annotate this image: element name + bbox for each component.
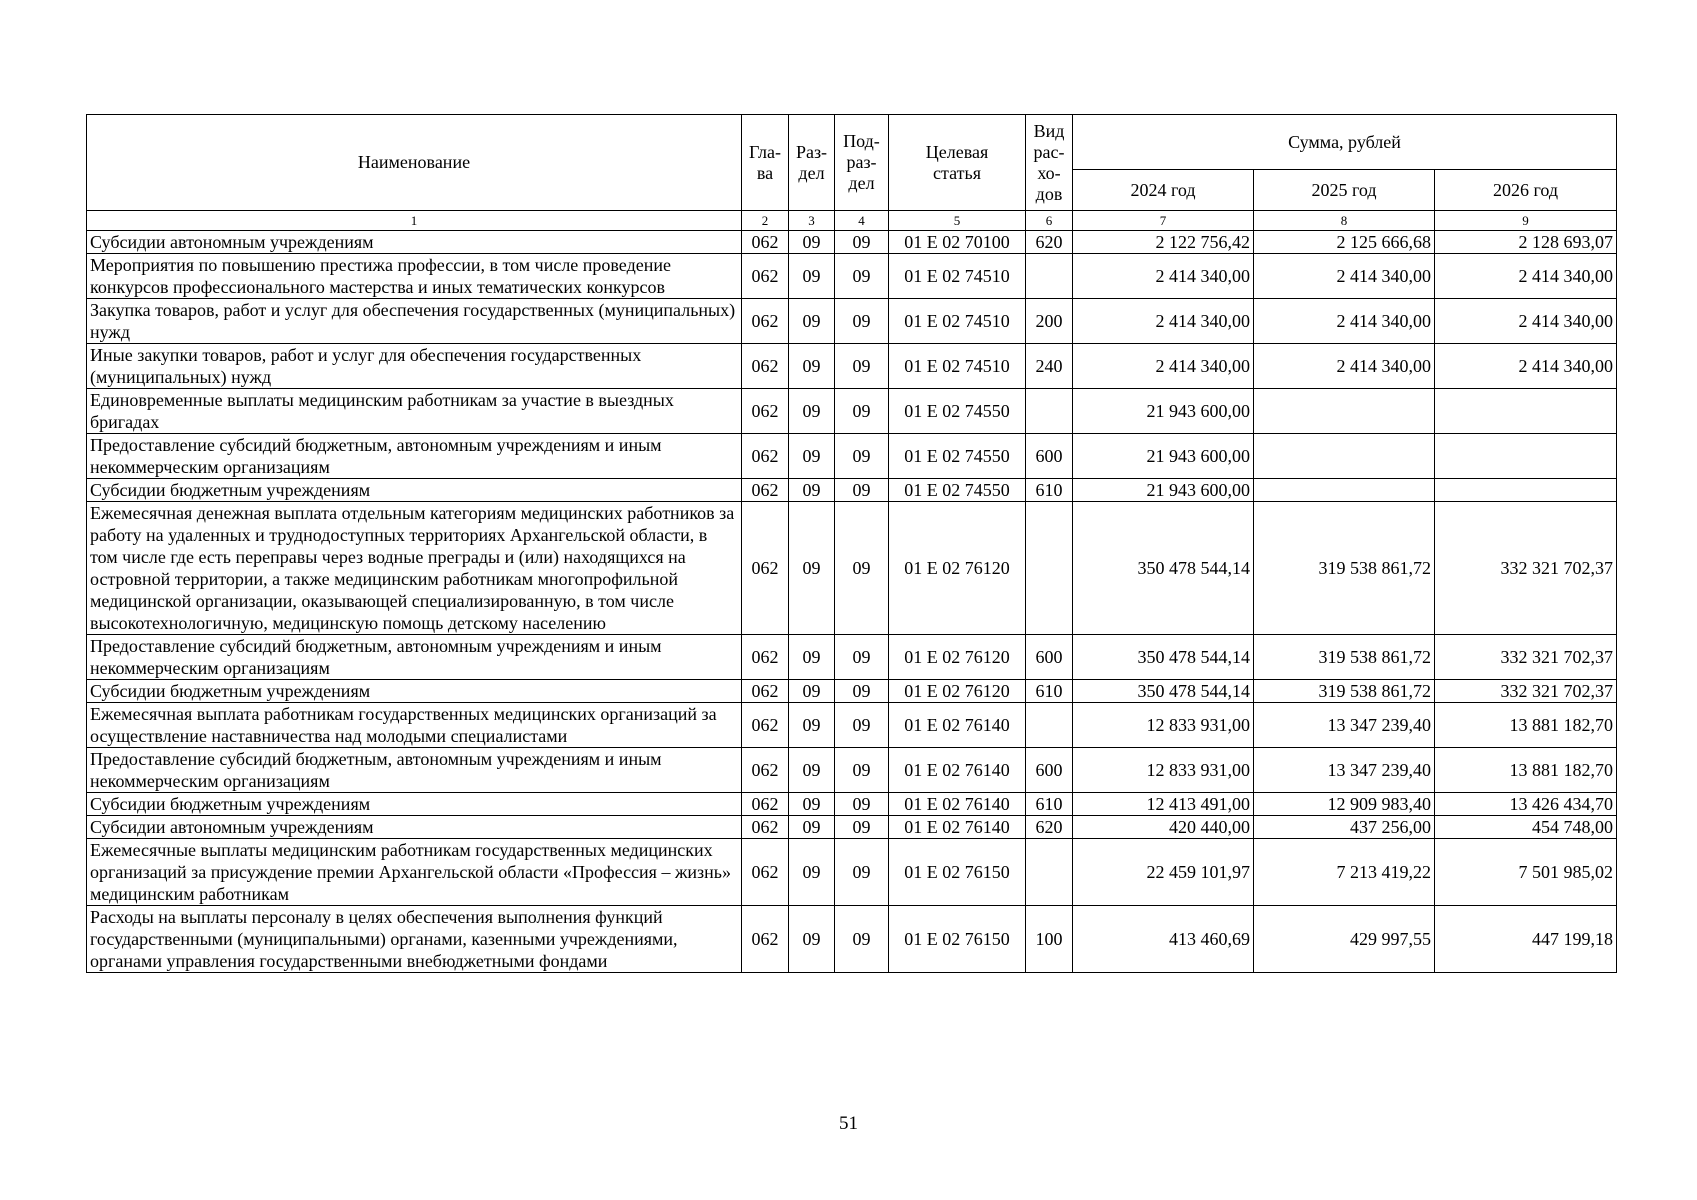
- row-celevaya: 01 Е 02 74550: [889, 434, 1026, 479]
- header-celevaya: Целевая статья: [889, 115, 1026, 211]
- row-name: Субсидии автономным учреждениям: [87, 231, 742, 254]
- row-name: Иные закупки товаров, работ и услуг для обеспечения государственных (муниципальных) нужд: [87, 344, 742, 389]
- row-razdel: 09: [789, 748, 835, 793]
- row-vid: [1026, 254, 1073, 299]
- row-name: Предоставление субсидий бюджетным, автономным учреждениям и иным некоммерческим организациям: [87, 748, 742, 793]
- table-row: [87, 906, 1617, 973]
- col-number: 1: [87, 211, 742, 231]
- table-row: [87, 389, 1617, 434]
- row-podrazdel: 09: [835, 502, 889, 635]
- row-sum-2025: [1254, 389, 1435, 434]
- table-row: [87, 635, 1617, 680]
- row-sum-2024: 12 413 491,00: [1073, 793, 1254, 816]
- row-glava: 062: [742, 906, 789, 973]
- row-celevaya: 01 Е 02 70100: [889, 231, 1026, 254]
- row-name: Субсидии бюджетным учреждениям: [87, 680, 742, 703]
- row-razdel: 09: [789, 434, 835, 479]
- row-celevaya: 01 Е 02 74550: [889, 479, 1026, 502]
- row-sum-2026: 2 414 340,00: [1435, 299, 1617, 344]
- row-podrazdel: 09: [835, 254, 889, 299]
- row-celevaya: 01 Е 02 74510: [889, 299, 1026, 344]
- row-podrazdel: 09: [835, 434, 889, 479]
- row-podrazdel: 09: [835, 839, 889, 906]
- header-2026: 2026 год: [1435, 170, 1617, 211]
- row-sum-2025: 13 347 239,40: [1254, 703, 1435, 748]
- row-glava: 062: [742, 299, 789, 344]
- row-podrazdel: 09: [835, 793, 889, 816]
- row-razdel: 09: [789, 254, 835, 299]
- row-razdel: 09: [789, 231, 835, 254]
- col-number: 4: [835, 211, 889, 231]
- row-podrazdel: 09: [835, 906, 889, 973]
- table-row: [87, 299, 1617, 344]
- row-sum-2026: 2 414 340,00: [1435, 344, 1617, 389]
- row-razdel: 09: [789, 344, 835, 389]
- row-sum-2025: [1254, 434, 1435, 479]
- budget-table: [86, 114, 1617, 973]
- row-sum-2024: 2 414 340,00: [1073, 254, 1254, 299]
- row-vid: [1026, 839, 1073, 906]
- row-sum-2025: [1254, 479, 1435, 502]
- row-razdel: 09: [789, 299, 835, 344]
- row-celevaya: 01 Е 02 76140: [889, 748, 1026, 793]
- row-sum-2024: 12 833 931,00: [1073, 703, 1254, 748]
- table-row: [87, 231, 1617, 254]
- row-sum-2026: [1435, 434, 1617, 479]
- row-sum-2024: 2 414 340,00: [1073, 299, 1254, 344]
- row-vid: 610: [1026, 479, 1073, 502]
- row-vid: [1026, 703, 1073, 748]
- row-glava: 062: [742, 793, 789, 816]
- row-glava: 062: [742, 816, 789, 839]
- row-celevaya: 01 Е 02 76150: [889, 906, 1026, 973]
- row-sum-2025: 12 909 983,40: [1254, 793, 1435, 816]
- header-2025: 2025 год: [1254, 170, 1435, 211]
- row-sum-2024: 21 943 600,00: [1073, 434, 1254, 479]
- row-name: Единовременные выплаты медицинским работникам за участие в выездных бригадах: [87, 389, 742, 434]
- row-podrazdel: 09: [835, 299, 889, 344]
- header-razdel: Раз- дел: [789, 115, 835, 211]
- row-sum-2026: 447 199,18: [1435, 906, 1617, 973]
- row-sum-2026: [1435, 389, 1617, 434]
- row-sum-2025: 2 414 340,00: [1254, 254, 1435, 299]
- row-sum-2024: 2 414 340,00: [1073, 344, 1254, 389]
- page-number: 51: [839, 1113, 858, 1134]
- row-name: Предоставление субсидий бюджетным, автономным учреждениям и иным некоммерческим организациям: [87, 434, 742, 479]
- row-name: Ежемесячные выплаты медицинским работникам государственных медицинских организаций за присуждение премии Архангельской области «Профессия – жизнь» медицинским работникам: [87, 839, 742, 906]
- row-celevaya: 01 Е 02 76140: [889, 703, 1026, 748]
- row-podrazdel: 09: [835, 635, 889, 680]
- row-sum-2026: 2 414 340,00: [1435, 254, 1617, 299]
- row-sum-2026: 7 501 985,02: [1435, 839, 1617, 906]
- row-razdel: 09: [789, 793, 835, 816]
- table-row: [87, 839, 1617, 906]
- table-row: [87, 816, 1617, 839]
- row-sum-2025: 319 538 861,72: [1254, 502, 1435, 635]
- row-sum-2026: 332 321 702,37: [1435, 680, 1617, 703]
- row-glava: 062: [742, 703, 789, 748]
- row-name: Закупка товаров, работ и услуг для обеспечения государственных (муниципальных) нужд: [87, 299, 742, 344]
- row-razdel: 09: [789, 502, 835, 635]
- col-number: 3: [789, 211, 835, 231]
- row-razdel: 09: [789, 635, 835, 680]
- row-sum-2026: 13 426 434,70: [1435, 793, 1617, 816]
- row-podrazdel: 09: [835, 703, 889, 748]
- table-row: [87, 793, 1617, 816]
- row-sum-2026: [1435, 479, 1617, 502]
- row-name: Субсидии автономным учреждениям: [87, 816, 742, 839]
- row-name: Расходы на выплаты персоналу в целях обеспечения выполнения функций государственными (муниципальными) органами, казенными учреждениями, органами управления государственными внебюджетными фондами: [87, 906, 742, 973]
- row-vid: 620: [1026, 816, 1073, 839]
- row-glava: 062: [742, 254, 789, 299]
- row-name: Предоставление субсидий бюджетным, автономным учреждениям и иным некоммерческим организациям: [87, 635, 742, 680]
- column-numbers-row: [87, 211, 1617, 231]
- row-vid: 200: [1026, 299, 1073, 344]
- row-sum-2025: 2 414 340,00: [1254, 344, 1435, 389]
- row-podrazdel: 09: [835, 680, 889, 703]
- row-sum-2026: 2 128 693,07: [1435, 231, 1617, 254]
- table-row: [87, 502, 1617, 635]
- row-vid: 600: [1026, 635, 1073, 680]
- col-number: 6: [1026, 211, 1073, 231]
- row-celevaya: 01 Е 02 76120: [889, 680, 1026, 703]
- row-vid: 600: [1026, 748, 1073, 793]
- row-celevaya: 01 Е 02 74510: [889, 254, 1026, 299]
- row-glava: 062: [742, 502, 789, 635]
- row-sum-2026: 332 321 702,37: [1435, 502, 1617, 635]
- table-row: [87, 344, 1617, 389]
- row-sum-2024: 12 833 931,00: [1073, 748, 1254, 793]
- table-row: [87, 434, 1617, 479]
- row-sum-2024: 22 459 101,97: [1073, 839, 1254, 906]
- row-celevaya: 01 Е 02 76120: [889, 502, 1026, 635]
- row-celevaya: 01 Е 02 74510: [889, 344, 1026, 389]
- row-razdel: 09: [789, 816, 835, 839]
- row-glava: 062: [742, 344, 789, 389]
- row-podrazdel: 09: [835, 344, 889, 389]
- row-sum-2025: 429 997,55: [1254, 906, 1435, 973]
- row-celevaya: 01 Е 02 76150: [889, 839, 1026, 906]
- header-podrazdel: Под- раз- дел: [835, 115, 889, 211]
- row-glava: 062: [742, 748, 789, 793]
- row-sum-2025: 7 213 419,22: [1254, 839, 1435, 906]
- col-number: 5: [889, 211, 1026, 231]
- row-glava: 062: [742, 231, 789, 254]
- header-glava: Гла- ва: [742, 115, 789, 211]
- row-sum-2025: 2 125 666,68: [1254, 231, 1435, 254]
- row-celevaya: 01 Е 02 76140: [889, 816, 1026, 839]
- row-sum-2025: 319 538 861,72: [1254, 635, 1435, 680]
- row-glava: 062: [742, 839, 789, 906]
- row-sum-2024: 350 478 544,14: [1073, 680, 1254, 703]
- header-summa: Сумма, рублей: [1073, 115, 1617, 170]
- col-number: 2: [742, 211, 789, 231]
- row-sum-2026: 332 321 702,37: [1435, 635, 1617, 680]
- row-podrazdel: 09: [835, 389, 889, 434]
- row-vid: 240: [1026, 344, 1073, 389]
- row-razdel: 09: [789, 839, 835, 906]
- col-number: 9: [1435, 211, 1617, 231]
- row-razdel: 09: [789, 703, 835, 748]
- header-name: Наименование: [87, 115, 742, 211]
- row-name: Ежемесячная денежная выплата отдельным категориям медицинских работников за работу на удаленных и труднодоступных территориях Архангельской области, в том числе где есть переправы через водные преграды и (или) находящихся на островной территории, а также медицинским работникам многопрофильной медицинской организации, оказывающей специализированную, в том числе высокотехнологичную, медицинскую помощь детскому населению: [87, 502, 742, 635]
- row-glava: 062: [742, 434, 789, 479]
- row-sum-2026: 454 748,00: [1435, 816, 1617, 839]
- row-sum-2024: 21 943 600,00: [1073, 479, 1254, 502]
- row-vid: [1026, 502, 1073, 635]
- row-razdel: 09: [789, 680, 835, 703]
- row-celevaya: 01 Е 02 76120: [889, 635, 1026, 680]
- row-vid: 620: [1026, 231, 1073, 254]
- header-vid: Вид рас- хо- дов: [1026, 115, 1073, 211]
- row-podrazdel: 09: [835, 231, 889, 254]
- row-name: Субсидии бюджетным учреждениям: [87, 479, 742, 502]
- col-number: 8: [1254, 211, 1435, 231]
- row-celevaya: 01 Е 02 74550: [889, 389, 1026, 434]
- row-sum-2025: 437 256,00: [1254, 816, 1435, 839]
- table-row: [87, 254, 1617, 299]
- row-sum-2026: 13 881 182,70: [1435, 748, 1617, 793]
- row-sum-2024: 350 478 544,14: [1073, 635, 1254, 680]
- row-podrazdel: 09: [835, 748, 889, 793]
- row-razdel: 09: [789, 389, 835, 434]
- row-razdel: 09: [789, 906, 835, 973]
- row-sum-2024: 413 460,69: [1073, 906, 1254, 973]
- col-number: 7: [1073, 211, 1254, 231]
- row-sum-2024: 2 122 756,42: [1073, 231, 1254, 254]
- row-vid: 610: [1026, 793, 1073, 816]
- row-name: Ежемесячная выплата работникам государственных медицинских организаций за осуществление наставничества над молодыми специалистами: [87, 703, 742, 748]
- row-glava: 062: [742, 389, 789, 434]
- row-glava: 062: [742, 680, 789, 703]
- row-podrazdel: 09: [835, 816, 889, 839]
- table-row: [87, 703, 1617, 748]
- table-row: [87, 479, 1617, 502]
- row-vid: [1026, 389, 1073, 434]
- row-sum-2026: 13 881 182,70: [1435, 703, 1617, 748]
- row-sum-2024: 21 943 600,00: [1073, 389, 1254, 434]
- row-sum-2025: 13 347 239,40: [1254, 748, 1435, 793]
- row-podrazdel: 09: [835, 479, 889, 502]
- row-name: Мероприятия по повышению престижа профессии, в том числе проведение конкурсов профессионального мастерства и иных тематических конкурсов: [87, 254, 742, 299]
- row-glava: 062: [742, 479, 789, 502]
- row-sum-2025: 319 538 861,72: [1254, 680, 1435, 703]
- table-row: [87, 748, 1617, 793]
- row-sum-2024: 420 440,00: [1073, 816, 1254, 839]
- row-glava: 062: [742, 635, 789, 680]
- row-vid: 100: [1026, 906, 1073, 973]
- row-name: Субсидии бюджетным учреждениям: [87, 793, 742, 816]
- row-vid: 610: [1026, 680, 1073, 703]
- row-razdel: 09: [789, 479, 835, 502]
- row-sum-2025: 2 414 340,00: [1254, 299, 1435, 344]
- row-vid: 600: [1026, 434, 1073, 479]
- row-sum-2024: 350 478 544,14: [1073, 502, 1254, 635]
- header-2024: 2024 год: [1073, 170, 1254, 211]
- table-row: [87, 680, 1617, 703]
- row-celevaya: 01 Е 02 76140: [889, 793, 1026, 816]
